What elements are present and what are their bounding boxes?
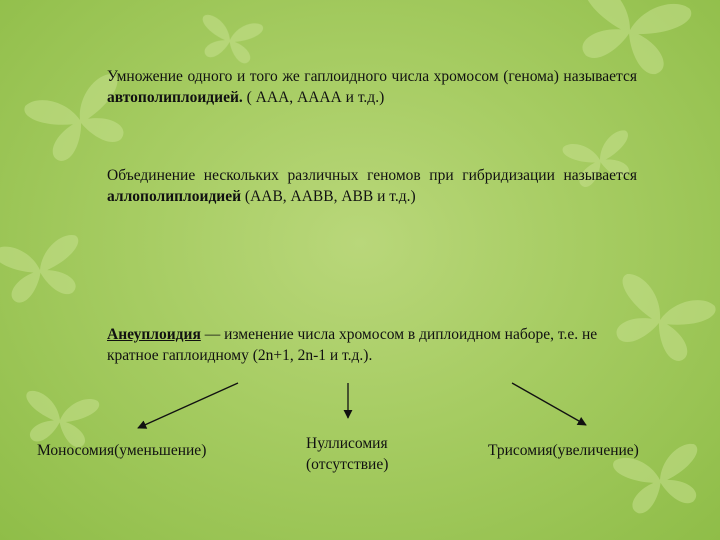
paragraph1-text-after: ( ААА, АААА и т.д.) [242, 89, 385, 106]
nullisomy-line2: (отсутствие) [306, 456, 389, 473]
nullisomy-label [306, 433, 388, 475]
arrow-to-trisomy [512, 383, 586, 425]
arrow-to-monosomy [138, 383, 238, 428]
monosomy-label: Моносомия(уменьшение) [37, 442, 207, 459]
trisomy-label: Трисомия(увеличение) [488, 442, 639, 459]
allopolyploidy-term: аллополиплоидией [107, 188, 242, 205]
paragraph2-text-before: Объединение нескольких различных геномов при гибридизации называется [107, 167, 637, 184]
nullisomy-line1: Нуллисомия [306, 435, 388, 452]
paragraph3-text-after: — изменение числа хромосом в диплоидном наборе, т.е. не кратное гаплоидному (2n+1, 2n-1 и т.д.). [107, 326, 598, 364]
aneuploidy-term: Анеуплоидия [107, 326, 201, 343]
autopolyploidy-term: автополиплоидией. [107, 89, 243, 106]
paragraph2-text-after: (ААВ, ААВВ, АВВ и т.д.) [241, 188, 416, 205]
paragraph1-text-before: Умножение одного и того же гаплоидного числа хромосом (генома) называется [107, 68, 637, 85]
